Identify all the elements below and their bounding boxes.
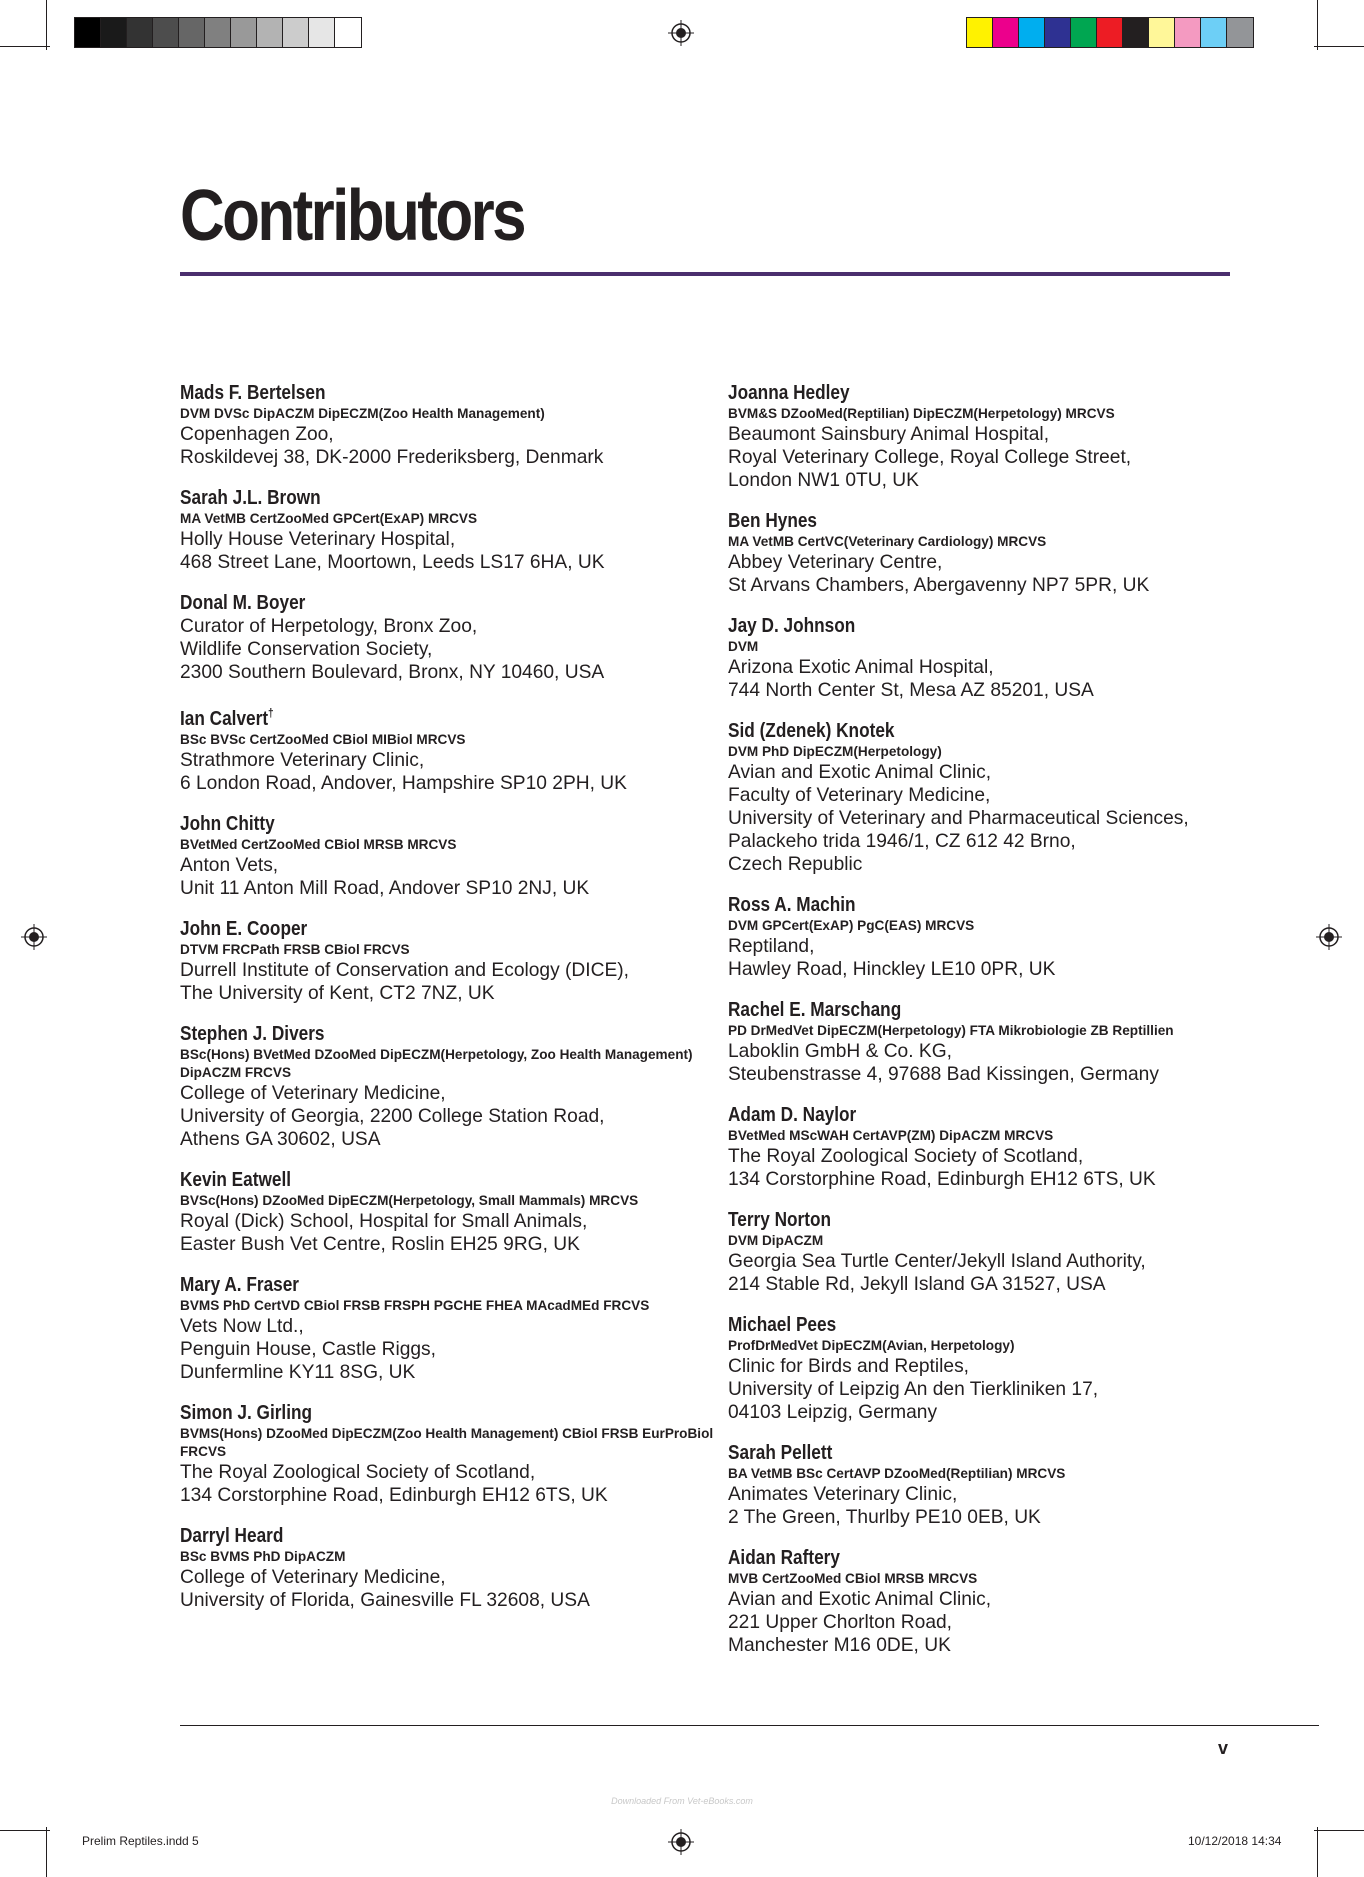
contributor-qualifications: BSc BVSc CertZooMed CBiol MIBiol MRCVS xyxy=(180,731,466,747)
contributor-address-line: Strathmore Veterinary Clinic, xyxy=(180,749,425,771)
contributor-address-line: Manchester M16 0DE, UK xyxy=(728,1635,951,1656)
contributor-address-line: 134 Corstorphine Road, Edinburgh EH12 6TS, UK xyxy=(728,1169,1156,1190)
page-title: Contributors xyxy=(180,176,524,256)
contributor-name xyxy=(180,1168,634,1192)
contributor-qualifications: BVSc(Hons) DZooMed DipECZM(Herpetology, Small Mammals) MRCVS xyxy=(180,1192,639,1208)
contributor-entry xyxy=(180,486,720,574)
contributor-address-line: Wildlife Conservation Society, xyxy=(180,639,433,660)
contributor-qualifications: BVetMed CertZooMed CBiol MRSB MRCVS xyxy=(180,836,457,852)
grey-swatch xyxy=(205,18,231,47)
contributor-name xyxy=(180,701,634,731)
contributor-address-line: 6 London Road, Andover, Hampshire SP10 2PH, UK xyxy=(180,772,627,794)
grey-swatch xyxy=(231,18,257,47)
contributor-entry xyxy=(728,509,1248,597)
contributor-qualifications: BVetMed MScWAH CertAVP(ZM) DipACZM MRCVS xyxy=(728,1128,1054,1143)
contributor-entry xyxy=(180,812,720,900)
contributor-qualifications: DTVM FRCPath FRSB CBiol FRCVS xyxy=(180,941,410,957)
contributor-address-line: Georgia Sea Turtle Center/Jekyll Island Authority, xyxy=(728,1251,1146,1272)
contributor-address-line: 468 Street Lane, Moortown, Leeds LS17 6HA, UK xyxy=(180,552,605,573)
contributor-qualifications: BSc BVMS PhD DipACZM xyxy=(180,1548,346,1564)
contributor-entry xyxy=(728,1208,1248,1296)
crop-mark xyxy=(1317,1827,1318,1877)
contributor-qualifications: DVM GPCert(ExAP) PgC(EAS) MRCVS xyxy=(728,918,975,933)
contributor-address-line: Czech Republic xyxy=(728,854,863,875)
contributor-address-line: College of Veterinary Medicine, xyxy=(180,1082,446,1104)
contributor-entry xyxy=(728,1103,1248,1191)
contributor-name-text: Rachel E. Marschang xyxy=(728,998,902,1021)
contributor-address-line: Vets Now Ltd., xyxy=(180,1315,304,1337)
contributor-qualifications: ProfDrMedVet DipECZM(Avian, Herpetology) xyxy=(728,1338,1015,1353)
contributor-name xyxy=(180,381,634,405)
contributor-entry xyxy=(728,381,1248,492)
process-color-swatch xyxy=(1123,18,1149,47)
contributor-name-text: Ben Hynes xyxy=(728,509,818,532)
contributor-qualifications: MVB CertZooMed CBiol MRSB MRCVS xyxy=(728,1571,978,1586)
contributor-entry xyxy=(180,1022,720,1151)
contributor-name xyxy=(180,486,634,510)
contributor-address-line: The Royal Zoological Society of Scotland, xyxy=(180,1461,536,1483)
contributor-name-text: Sid (Zdenek) Knotek xyxy=(728,719,895,742)
crop-mark xyxy=(0,1830,50,1831)
contributor-name-text: Ian Calvert xyxy=(180,706,269,730)
slug-date: 10/12/2018 14:34 xyxy=(1188,1834,1282,1848)
contributor-entry xyxy=(180,591,720,684)
process-color-swatch xyxy=(1149,18,1175,47)
grey-swatch xyxy=(335,18,361,47)
contributor-name-text: Terry Norton xyxy=(728,1208,832,1231)
contributor-name xyxy=(180,812,634,836)
contributor-address-line: 744 North Center St, Mesa AZ 85201, USA xyxy=(728,680,1094,701)
process-color-swatch xyxy=(1019,18,1045,47)
contributor-name-text: John E. Cooper xyxy=(180,916,308,940)
contributor-qualifications: MA VetMB CertZooMed GPCert(ExAP) MRCVS xyxy=(180,511,478,526)
contributor-address-line: Laboklin GmbH & Co. KG, xyxy=(728,1041,952,1062)
contributor-address-line: College of Veterinary Medicine, xyxy=(180,1566,446,1588)
grey-swatch xyxy=(283,18,309,47)
registration-mark-icon xyxy=(668,1829,694,1855)
grey-color-bar xyxy=(74,17,362,48)
process-color-bar xyxy=(966,17,1254,48)
contributor-qualifications: DVM DipACZM xyxy=(728,1233,824,1248)
contributor-address-line: St Arvans Chambers, Abergavenny NP7 5PR, UK xyxy=(728,575,1150,596)
contributor-name-text: Mary A. Fraser xyxy=(180,1272,300,1296)
contributor-address-line: Royal (Dick) School, Hospital for Small Animals, xyxy=(180,1210,588,1232)
process-color-swatch xyxy=(1227,18,1253,47)
grey-swatch xyxy=(257,18,283,47)
process-color-swatch xyxy=(1071,18,1097,47)
grey-swatch xyxy=(127,18,153,47)
process-color-swatch xyxy=(1201,18,1227,47)
crop-mark xyxy=(46,0,47,50)
contributor-entry xyxy=(180,1168,720,1256)
contributor-address-line: Arizona Exotic Animal Hospital, xyxy=(728,657,994,678)
footer-rule xyxy=(180,1725,1319,1726)
contributor-entry xyxy=(728,893,1248,981)
contributor-address-line: Royal Veterinary College, Royal College Street, xyxy=(728,447,1132,468)
contributor-name xyxy=(728,1208,1165,1232)
contributor-entry xyxy=(728,719,1248,876)
contributor-name xyxy=(728,1103,1165,1127)
process-color-swatch xyxy=(1045,18,1071,47)
contributor-address-line: Avian and Exotic Animal Clinic, xyxy=(728,1589,992,1610)
contributor-name xyxy=(728,509,1165,533)
contributor-name-text: Ross A. Machin xyxy=(728,893,856,916)
contributor-name xyxy=(180,1022,634,1046)
contributor-qualifications: MA VetMB CertVC(Veterinary Cardiology) MRCVS xyxy=(728,534,1047,549)
process-color-swatch xyxy=(1175,18,1201,47)
contributor-address-line: The University of Kent, CT2 7NZ, UK xyxy=(180,982,495,1004)
contributor-address-line: 221 Upper Chorlton Road, xyxy=(728,1612,952,1633)
contributor-name-text: Mads F. Bertelsen xyxy=(180,381,326,404)
contributor-entry xyxy=(180,1401,720,1507)
title-rule xyxy=(180,272,1230,276)
contributor-qualifications: BVM&S DZooMed(Reptilian) DipECZM(Herpetology) MRCVS xyxy=(728,406,1115,421)
contributor-address-line: Steubenstrasse 4, 97688 Bad Kissingen, Germany xyxy=(728,1064,1159,1085)
contributor-name xyxy=(728,1441,1165,1465)
contributor-address-line: Palackeho trida 1946/1, CZ 612 42 Brno, xyxy=(728,831,1076,852)
contributor-address-line: University of Florida, Gainesville FL 32608, USA xyxy=(180,1589,590,1611)
contributor-address-line: Hawley Road, Hinckley LE10 0PR, UK xyxy=(728,959,1056,980)
contributor-entry xyxy=(728,614,1248,702)
contributor-entry xyxy=(180,701,720,795)
contributor-address-line: Reptiland, xyxy=(728,936,815,957)
contributor-address-line: Curator of Herpetology, Bronx Zoo, xyxy=(180,616,478,637)
contributor-name xyxy=(180,1524,634,1548)
crop-mark xyxy=(1314,46,1364,47)
contributor-qualifications: DVM PhD DipECZM(Herpetology) xyxy=(728,744,942,759)
contributor-address-line: Unit 11 Anton Mill Road, Andover SP10 2NJ, UK xyxy=(180,877,590,899)
contributors-right-column xyxy=(728,381,1248,1674)
contributors-left-column xyxy=(180,381,720,1629)
contributor-name xyxy=(728,381,1165,405)
contributor-address-line: 2300 Southern Boulevard, Bronx, NY 10460, USA xyxy=(180,662,605,683)
contributor-address-line: Copenhagen Zoo, xyxy=(180,424,334,445)
contributor-name xyxy=(728,719,1165,743)
contributor-address-line: Anton Vets, xyxy=(180,854,279,876)
contributor-qualifications: BA VetMB BSc CertAVP DZooMed(Reptilian) MRCVS xyxy=(728,1466,1066,1481)
contributor-entry xyxy=(180,381,720,469)
contributor-address-line: University of Leipzig An den Tierkliniken 17, xyxy=(728,1379,1099,1400)
contributor-address-line: Athens GA 30602, USA xyxy=(180,1128,381,1150)
grey-swatch xyxy=(153,18,179,47)
contributor-address-line: Holly House Veterinary Hospital, xyxy=(180,529,456,550)
process-color-swatch xyxy=(993,18,1019,47)
process-color-swatch xyxy=(1097,18,1123,47)
grey-swatch xyxy=(75,18,101,47)
contributor-address-line: The Royal Zoological Society of Scotland, xyxy=(728,1146,1084,1167)
process-color-swatch xyxy=(967,18,993,47)
grey-swatch xyxy=(309,18,335,47)
contributor-address-line: Durrell Institute of Conservation and Ecology (DICE), xyxy=(180,959,629,981)
contributor-entry xyxy=(180,1273,720,1384)
contributor-qualifications: DVM DVSc DipACZM DipECZM(Zoo Health Management) xyxy=(180,406,545,421)
contributor-name-text: Kevin Eatwell xyxy=(180,1167,292,1191)
contributor-name-text: Donal M. Boyer xyxy=(180,591,306,614)
contributor-name-text: Jay D. Johnson xyxy=(728,614,856,637)
contributor-address-line: Clinic for Birds and Reptiles, xyxy=(728,1356,970,1377)
contributor-entry xyxy=(728,998,1248,1086)
crop-mark xyxy=(1314,1830,1364,1831)
contributor-name-text: Adam D. Naylor xyxy=(728,1103,857,1126)
contributor-address-line: University of Veterinary and Pharmaceutical Sciences, xyxy=(728,808,1189,829)
contributor-name-text: Sarah Pellett xyxy=(728,1441,833,1464)
contributor-address-line: 04103 Leipzig, Germany xyxy=(728,1402,938,1423)
page-number: v xyxy=(1218,1738,1229,1758)
deceased-dagger: † xyxy=(268,706,274,720)
contributor-name xyxy=(728,1313,1165,1337)
contributor-name-text: Darryl Heard xyxy=(180,1523,284,1547)
contributor-name xyxy=(180,917,634,941)
contributor-qualifications: BVMS(Hons) DZooMed DipECZM(Zoo Health Management) CBiol FRSB EurProBiol FRCVS xyxy=(180,1425,714,1459)
registration-mark-icon xyxy=(1316,924,1342,950)
registration-mark-icon xyxy=(21,924,47,950)
contributor-name-text: Aidan Raftery xyxy=(728,1546,840,1569)
contributor-entry xyxy=(180,1524,720,1612)
contributor-entry xyxy=(728,1546,1248,1657)
watermark: Downloaded From Vet-eBooks.com xyxy=(611,1796,753,1806)
contributor-address-line: University of Georgia, 2200 College Station Road, xyxy=(180,1105,605,1127)
contributor-qualifications: BVMS PhD CertVD CBiol FRSB FRSPH PGCHE FHEA MAcadMEd FRCVS xyxy=(180,1297,650,1313)
contributor-address-line: 214 Stable Rd, Jekyll Island GA 31527, USA xyxy=(728,1274,1106,1295)
contributor-name xyxy=(728,614,1165,638)
contributor-entry xyxy=(728,1441,1248,1529)
contributor-name-text: John Chitty xyxy=(180,811,275,835)
grey-swatch xyxy=(179,18,205,47)
contributor-address-line: 134 Corstorphine Road, Edinburgh EH12 6TS, UK xyxy=(180,1484,608,1506)
contributor-address-line: Easter Bush Vet Centre, Roslin EH25 9RG, UK xyxy=(180,1233,580,1255)
contributor-qualifications: PD DrMedVet DipECZM(Herpetology) FTA Mikrobiologie ZB Reptillien xyxy=(728,1023,1174,1038)
contributor-name xyxy=(180,1401,634,1425)
contributor-address-line: Roskildevej 38, DK-2000 Frederiksberg, Denmark xyxy=(180,447,604,468)
contributor-address-line: Beaumont Sainsbury Animal Hospital, xyxy=(728,424,1050,445)
contributor-address-line: 2 The Green, Thurlby PE10 0EB, UK xyxy=(728,1507,1041,1528)
contributor-entry xyxy=(180,917,720,1005)
contributor-name xyxy=(180,591,634,615)
crop-mark xyxy=(46,1827,47,1877)
contributor-address-line: Animates Veterinary Clinic, xyxy=(728,1484,958,1505)
contributor-name-text: Michael Pees xyxy=(728,1313,837,1336)
contributor-name xyxy=(180,1273,634,1297)
crop-mark xyxy=(1317,0,1318,50)
slug-file-name: Prelim Reptiles.indd 5 xyxy=(82,1834,199,1848)
registration-mark-icon xyxy=(668,20,694,46)
contributor-qualifications: BSc(Hons) BVetMed DZooMed DipECZM(Herpetology, Zoo Health Management) DipACZM FRCVS xyxy=(180,1046,693,1080)
contributor-name-text: Joanna Hedley xyxy=(728,381,850,404)
contributor-name-text: Sarah J.L. Brown xyxy=(180,486,321,509)
contributor-address-line: London NW1 0TU, UK xyxy=(728,470,919,491)
crop-mark xyxy=(0,46,50,47)
contributor-entry xyxy=(728,1313,1248,1424)
contributor-name xyxy=(728,1546,1165,1570)
contributor-address-line: Faculty of Veterinary Medicine, xyxy=(728,785,991,806)
contributor-address-line: Abbey Veterinary Centre, xyxy=(728,552,943,573)
grey-swatch xyxy=(101,18,127,47)
contributor-name-text: Stephen J. Divers xyxy=(180,1021,325,1045)
contributor-name xyxy=(728,893,1165,917)
contributor-address-line: Dunfermline KY11 8SG, UK xyxy=(180,1361,416,1383)
contributor-name-text: Simon J. Girling xyxy=(180,1400,313,1424)
contributor-address-line: Avian and Exotic Animal Clinic, xyxy=(728,762,992,783)
contributor-name xyxy=(728,998,1165,1022)
contributor-qualifications: DVM xyxy=(728,639,759,654)
contributor-address-line: Penguin House, Castle Riggs, xyxy=(180,1338,436,1360)
